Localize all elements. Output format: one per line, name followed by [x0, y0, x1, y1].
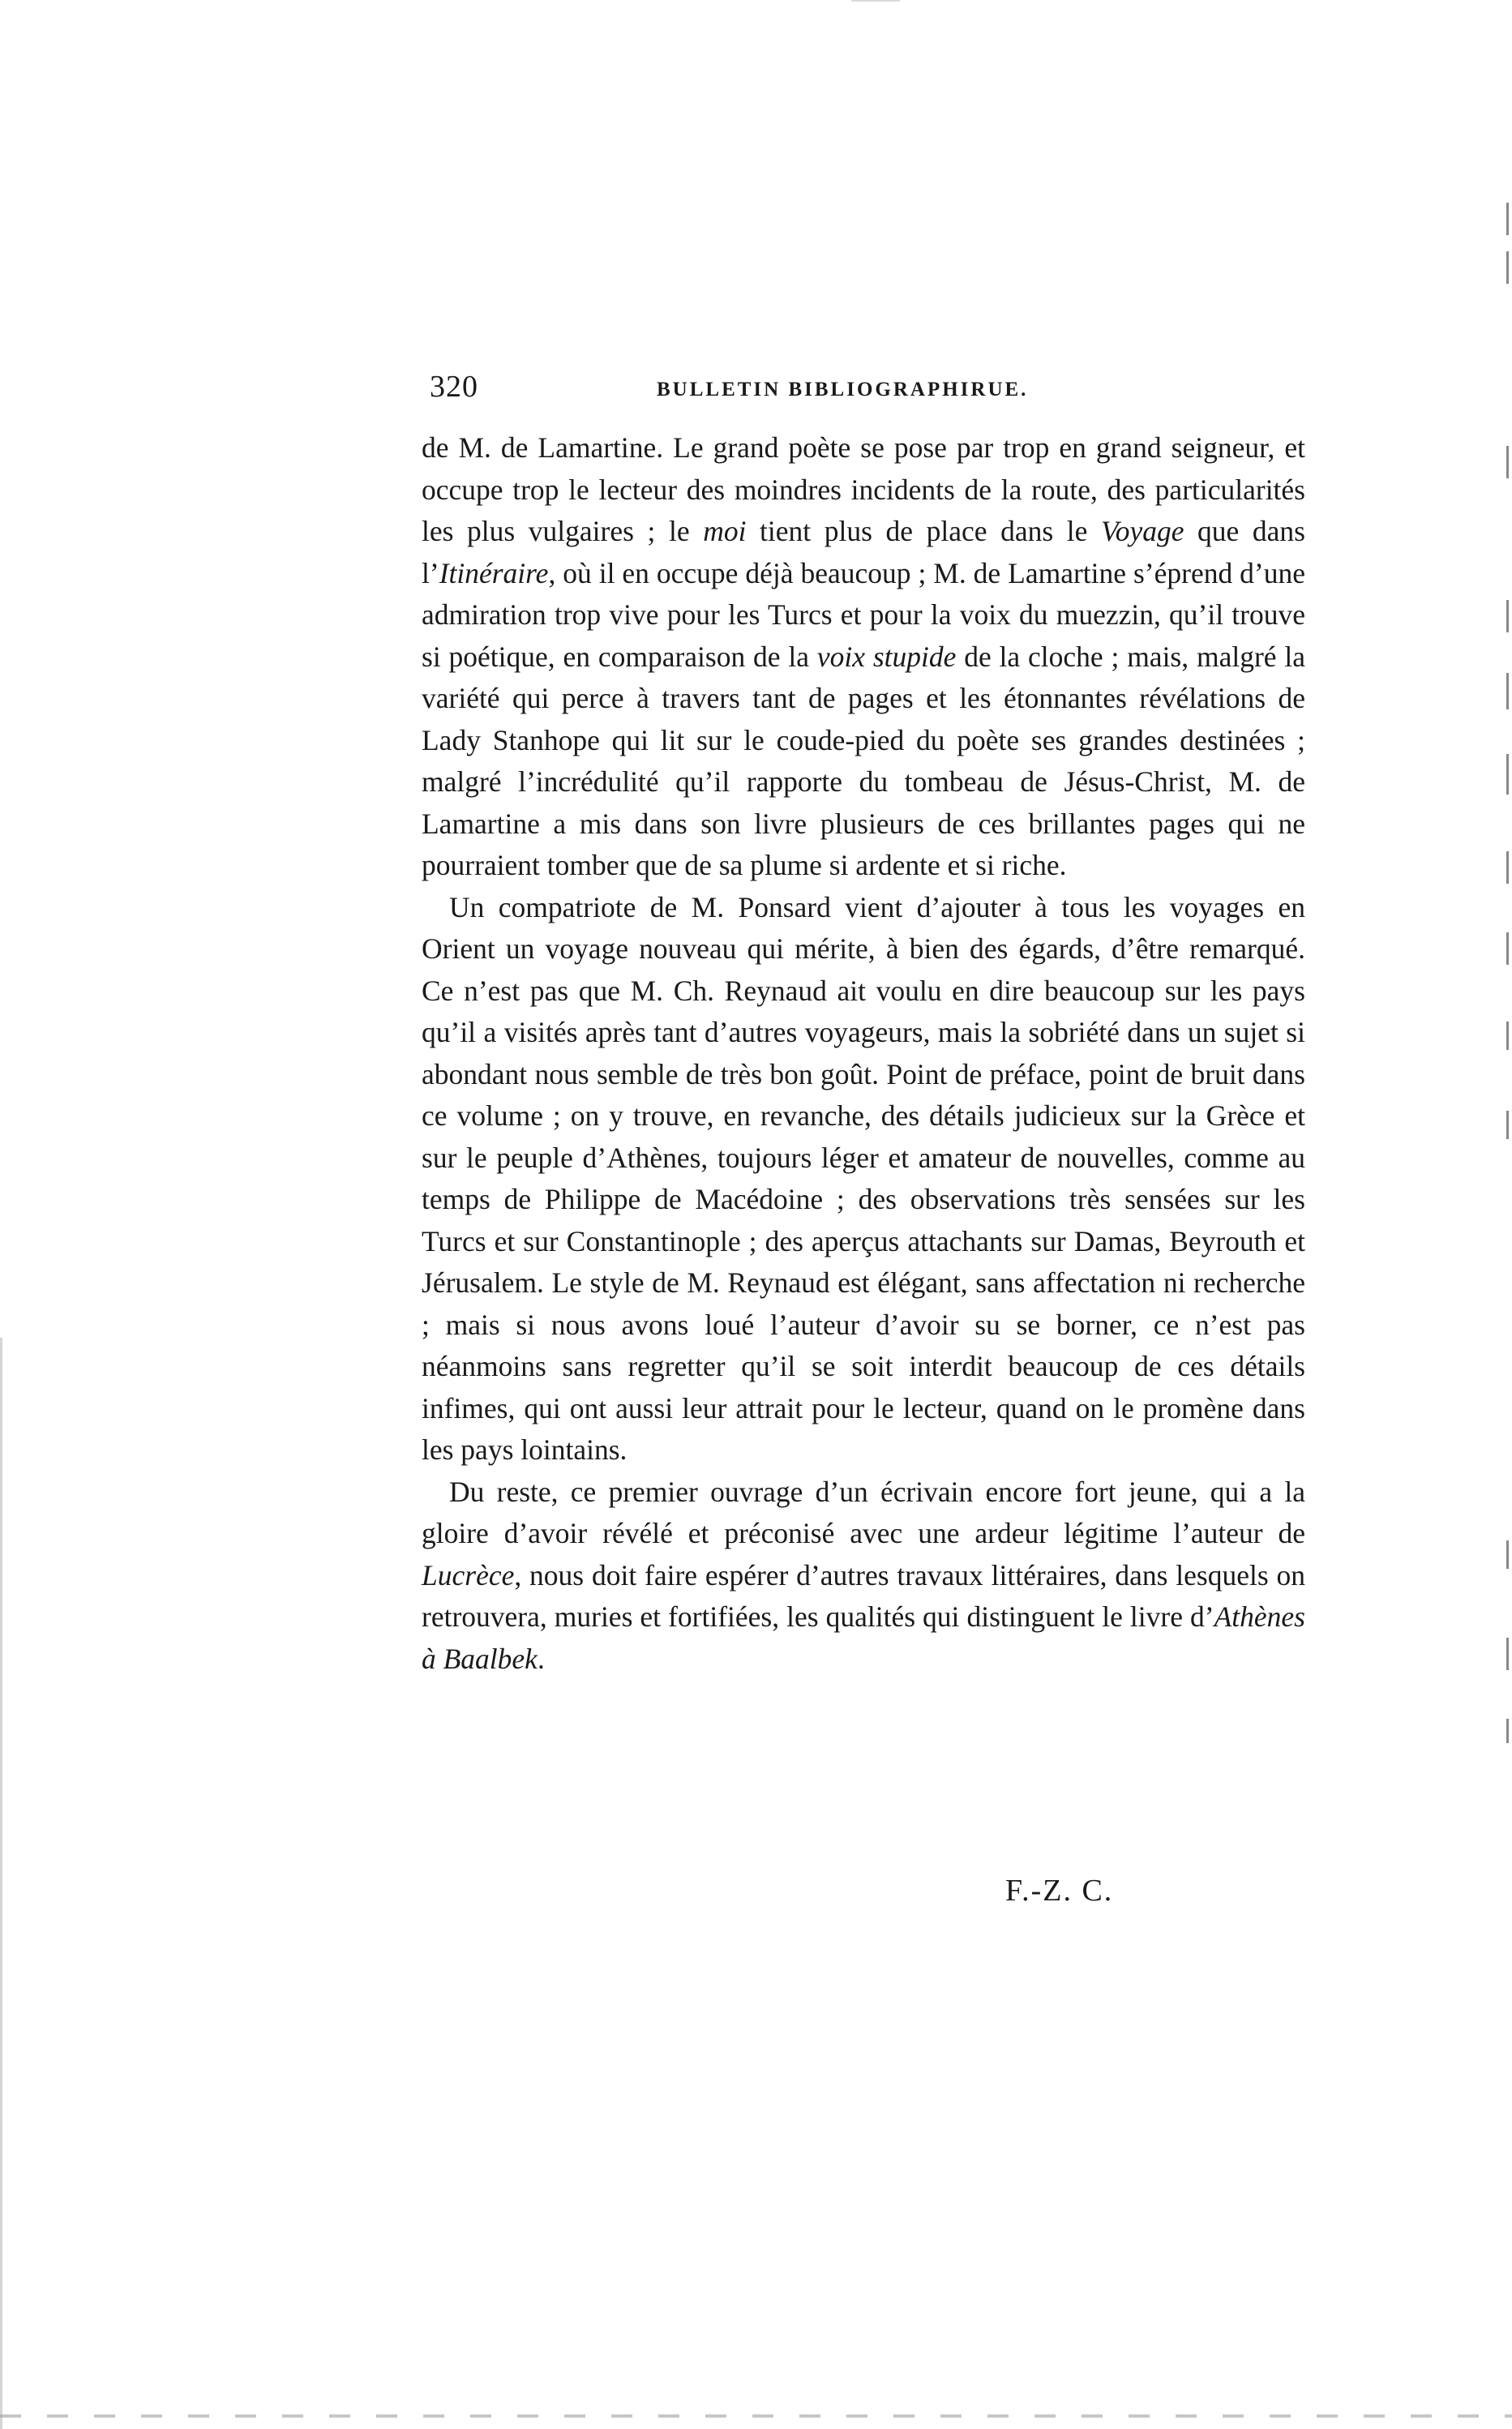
- page-content: [422, 369, 1305, 1908]
- scan-edge-mark: [1506, 1022, 1509, 1050]
- scan-edge-mark: [1506, 1540, 1509, 1569]
- scan-edge-mark: [1506, 932, 1509, 965]
- scan-edge-mark: [1506, 754, 1509, 795]
- text-run: .: [537, 1642, 545, 1675]
- text-run: de M. de Lamartine. Le grand poète se pose par trop en grand seigneur, et occupe trop le lecteur des moindres incidents de la route, des particularités les plus vulgaires ; le: [422, 431, 1305, 547]
- scan-edge-mark: [1506, 1719, 1509, 1743]
- scan-edge-mark: [1506, 673, 1509, 709]
- text-run: de la cloche ; mais, malgré la variété qui perce à travers tant de pages et les étonnantes révélations de Lady Stanhope qui lit sur le coude-pied du poète ses grandes destinées ; malgré l’incrédulité qu’il rapporte du tombeau de Jésus-Christ, M. de Lamartine a mis dans son livre plusieurs de ces brillantes pages qui ne pourraient tomber que de sa plume si ardente et si riche.: [422, 640, 1305, 881]
- paragraph-1: [422, 427, 1305, 887]
- italic-run: Athènes à Baalbek: [422, 1600, 1305, 1675]
- italic-run: Itinéraire: [439, 556, 549, 589]
- scan-edge-mark: [851, 0, 900, 2]
- scan-edge-mark: [1506, 203, 1509, 235]
- italic-run: Voyage: [1100, 515, 1184, 547]
- article-body: [422, 427, 1305, 1680]
- paragraph-3: [422, 1472, 1305, 1681]
- italic-run: Lucrèce: [422, 1558, 515, 1591]
- text-run: Du reste, ce premier ouvrage d’un écrivain encore fort jeune, qui a la gloire d’avoir révélé et préconisé avec une ardeur légitime l’auteur de: [422, 1475, 1305, 1549]
- text-run: tient plus de place dans le: [746, 515, 1101, 547]
- running-head-title: BULLETIN BIBLIOGRAPHIRUE.: [657, 379, 1029, 401]
- scan-edge-mark: [1506, 251, 1509, 284]
- scan-edge-mark: [1506, 1111, 1509, 1139]
- scan-edge-mark: [1506, 446, 1509, 478]
- scan-bottom-dashes: [0, 2414, 1512, 2418]
- italic-run: voix stupide: [816, 640, 957, 673]
- author-signature: F.-Z. C.: [1005, 1874, 1114, 1908]
- text-run: Un compatriote de M. Ponsard vient d’ajouter à tous les voyages en Orient un voyage nouveau qui mérite, à bien des égards, d’être remarqué. Ce n’est pas que M. Ch. Reynaud ait voulu en dire beaucoup sur les pays qu’il a visités après tant d’autres voyageurs, mais la sobriété dans un sujet si abondant nous semble de très bon goût. Point de préface, point de bruit dans ce volume ; on y trouve, en revanche, des détails judicieux sur la Grèce et sur le peuple d’Athènes, toujours léger et amateur de nouvelles, comme au temps de Philippe de Macédoine ; des observations très sensées sur les Turcs et sur Constantinople ; des aperçus attachants sur Damas, Beyrouth et Jérusalem. Le style de M. Reynaud est élégant, sans affectation ni recherche ; mais si nous avons loué l’auteur d’avoir su se borner, ce n’est pas néanmoins sans regretter qu’il se soit interdit beaucoup de ces détails infimes, qui ont aussi leur attrait pour le lecteur, quand on le promène dans les pays lointains.: [422, 890, 1305, 1466]
- text-run: , où il en occupe déjà beaucoup ; M. de Lamartine s’éprend d’une admiration trop vive pour les Turcs et pour la voix du muezzin, qu’il trouve si poétique, en comparaison de la: [422, 556, 1305, 673]
- scan-edge-mark: [1506, 600, 1509, 632]
- scan-edge-mark: [1506, 1638, 1509, 1670]
- page-number: 320: [430, 370, 478, 404]
- text-run: que dans l’: [422, 515, 1305, 589]
- scan-edge-mark: [0, 1338, 2, 2429]
- running-head: [422, 369, 1305, 418]
- scan-edge-mark: [1506, 851, 1509, 884]
- paragraph-2: [422, 887, 1305, 1472]
- italic-run: moi: [703, 515, 747, 547]
- text-run: , nous doit faire espérer d’autres travaux littéraires, dans lesquels on retrouvera, muries et fortifiées, les qualités qui distinguent le livre d’: [422, 1558, 1305, 1633]
